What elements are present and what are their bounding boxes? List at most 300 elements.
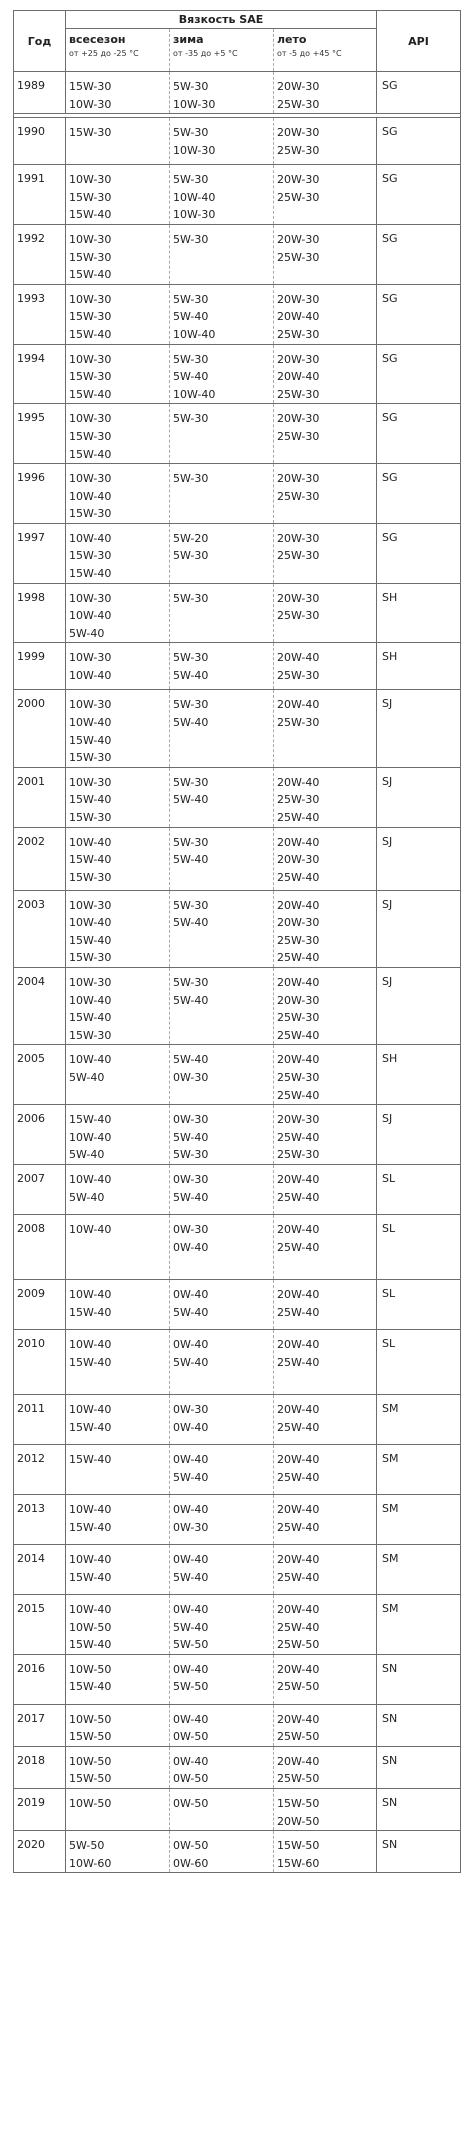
api-cell: SN [377, 1831, 461, 1873]
viscosity-grade: 25W-30 [277, 609, 320, 623]
viscosity-grade: 10W-40 [69, 993, 112, 1007]
viscosity-grade: 0W-40 [173, 1754, 209, 1768]
viscosity-grade: 10W-40 [173, 190, 216, 204]
api-cell: SJ [377, 690, 461, 767]
viscosity-grade: 10W-40 [69, 531, 112, 545]
summer-cell [274, 967, 377, 1044]
viscosity-grade: 10W-30 [69, 591, 112, 605]
viscosity-grade: 10W-40 [69, 835, 112, 849]
winter-cell [170, 690, 274, 767]
summer-cell [274, 1214, 377, 1279]
winter-cell [170, 344, 274, 404]
year-cell: 1991 [14, 165, 66, 225]
viscosity-grade: 20W-30 [277, 472, 320, 486]
viscosity-grade: 20W-40 [277, 835, 320, 849]
viscosity-grade: 20W-40 [277, 1053, 320, 1067]
viscosity-grade: 0W-30 [173, 1070, 209, 1084]
all-season-cell [66, 224, 170, 284]
viscosity-grade: 25W-40 [277, 1570, 320, 1584]
viscosity-grade: 20W-40 [277, 1337, 320, 1351]
viscosity-grade: 15W-30 [69, 951, 112, 965]
viscosity-grade: 25W-50 [277, 1772, 320, 1786]
year-cell: 2013 [14, 1494, 66, 1544]
api-cell: SG [377, 165, 461, 225]
all-season-cell [66, 1164, 170, 1214]
api-cell: SL [377, 1279, 461, 1329]
viscosity-grade: 5W-40 [173, 1355, 209, 1369]
winter-cell [170, 1214, 274, 1279]
viscosity-grade: 15W-30 [69, 507, 112, 521]
year-cell: 1992 [14, 224, 66, 284]
all-season-cell [66, 1444, 170, 1494]
all-season-header [66, 29, 170, 72]
summer-cell [274, 224, 377, 284]
summer-range: от -5 до +45 °C [277, 49, 342, 58]
viscosity-grade: 25W-40 [277, 1088, 320, 1102]
summer-cell [274, 1329, 377, 1394]
table-row [14, 284, 461, 344]
viscosity-grade: 25W-40 [277, 1520, 320, 1534]
viscosity-grade: 5W-50 [173, 1638, 209, 1652]
viscosity-grade: 15W-30 [69, 429, 112, 443]
viscosity-grade: 10W-40 [69, 916, 112, 930]
viscosity-grade: 10W-30 [69, 975, 112, 989]
viscosity-grade: 0W-40 [173, 1712, 209, 1726]
year-column-header: Год [14, 11, 66, 72]
viscosity-grade: 0W-40 [173, 1502, 209, 1516]
viscosity-grade: 25W-40 [277, 1028, 320, 1042]
viscosity-grade: 5W-30 [173, 1148, 209, 1162]
viscosity-grade: 5W-30 [173, 80, 209, 93]
viscosity-grade: 20W-40 [277, 370, 320, 384]
viscosity-grade: 5W-40 [173, 1620, 209, 1634]
viscosity-grade: 15W-40 [69, 853, 112, 867]
viscosity-grade: 10W-30 [173, 208, 216, 222]
viscosity-grade: 15W-50 [277, 1797, 320, 1811]
year-cell: 2014 [14, 1544, 66, 1594]
viscosity-grade: 20W-40 [277, 1552, 320, 1566]
viscosity-grade: 15W-60 [277, 1856, 320, 1870]
viscosity-grade: 0W-40 [173, 1287, 209, 1301]
viscosity-grade: 5W-30 [173, 698, 209, 712]
api-cell: SG [377, 344, 461, 404]
api-cell: SL [377, 1329, 461, 1394]
viscosity-grade: 25W-30 [277, 489, 320, 503]
viscosity-grade: 5W-30 [173, 651, 209, 665]
viscosity-grade: 10W-40 [69, 1222, 112, 1236]
api-cell: SG [377, 404, 461, 464]
all-season-cell [66, 1594, 170, 1654]
all-season-cell [66, 284, 170, 344]
all-season-cell [66, 464, 170, 524]
viscosity-grade: 20W-40 [277, 1662, 320, 1676]
table-row [14, 464, 461, 524]
summer-cell [274, 1494, 377, 1544]
winter-cell [170, 404, 274, 464]
viscosity-grade: 20W-30 [277, 916, 320, 930]
all-season-cell [66, 118, 170, 165]
viscosity-grade: 15W-30 [69, 126, 112, 140]
viscosity-grade: 20W-30 [277, 80, 320, 93]
api-cell: SL [377, 1214, 461, 1279]
viscosity-grade: 5W-30 [173, 173, 209, 187]
viscosity-grade: 10W-50 [69, 1712, 112, 1726]
viscosity-grade: 20W-40 [277, 651, 320, 665]
winter-cell [170, 967, 274, 1044]
table-row [14, 523, 461, 583]
viscosity-grade: 0W-40 [173, 1552, 209, 1566]
year-cell: 2015 [14, 1594, 66, 1654]
winter-cell [170, 464, 274, 524]
winter-cell [170, 1594, 274, 1654]
viscosity-grade: 10W-50 [69, 1620, 112, 1634]
viscosity-grade: 20W-40 [277, 1754, 320, 1768]
viscosity-grade: 15W-40 [69, 447, 112, 461]
summer-cell [274, 1105, 377, 1165]
summer-cell [274, 1394, 377, 1444]
table-row [14, 643, 461, 690]
table-row [14, 890, 461, 967]
viscosity-grade: 5W-40 [173, 1305, 209, 1319]
viscosity-grade: 10W-50 [69, 1662, 112, 1676]
summer-cell [274, 1831, 377, 1873]
viscosity-grade: 5W-30 [173, 775, 209, 789]
viscosity-grade: 10W-30 [69, 898, 112, 912]
viscosity-grade: 10W-30 [69, 698, 112, 712]
viscosity-grade: 5W-30 [173, 898, 209, 912]
year-cell: 2004 [14, 967, 66, 1044]
viscosity-grade: 25W-30 [277, 97, 320, 111]
api-cell: SJ [377, 890, 461, 967]
viscosity-grade: 10W-30 [69, 651, 112, 665]
api-cell: SJ [377, 967, 461, 1044]
viscosity-grade: 15W-30 [69, 1028, 112, 1042]
winter-cell [170, 1494, 274, 1544]
table-row [14, 767, 461, 827]
summer-cell [274, 464, 377, 524]
viscosity-grade: 10W-40 [69, 1552, 112, 1566]
viscosity-grade: 15W-40 [69, 1113, 112, 1127]
viscosity-grade: 10W-40 [69, 1130, 112, 1144]
table-row [14, 1544, 461, 1594]
all-season-cell [66, 1654, 170, 1704]
year-cell: 2005 [14, 1045, 66, 1105]
all-season-cell [66, 643, 170, 690]
viscosity-grade: 25W-50 [277, 1638, 320, 1652]
viscosity-grade: 10W-40 [69, 609, 112, 623]
viscosity-grade: 5W-40 [173, 310, 209, 324]
viscosity-grade: 10W-40 [69, 1502, 112, 1516]
table-row [14, 1045, 461, 1105]
all-season-cell [66, 523, 170, 583]
viscosity-grade: 5W-20 [173, 531, 209, 545]
viscosity-grade: 20W-40 [277, 898, 320, 912]
viscosity-grade: 10W-50 [69, 1797, 112, 1811]
viscosity-grade: 0W-40 [173, 1452, 209, 1466]
summer-cell [274, 1704, 377, 1746]
table-row [14, 1746, 461, 1788]
year-cell: 2017 [14, 1704, 66, 1746]
viscosity-grade: 25W-30 [277, 549, 320, 563]
summer-cell [274, 1594, 377, 1654]
viscosity-grade: 15W-40 [69, 567, 112, 581]
year-cell: 2011 [14, 1394, 66, 1444]
viscosity-grade: 10W-30 [69, 472, 112, 486]
viscosity-grade: 20W-40 [277, 1222, 320, 1236]
summer-cell [274, 767, 377, 827]
viscosity-grade: 0W-40 [173, 1420, 209, 1434]
viscosity-grade: 25W-40 [277, 1355, 320, 1369]
viscosity-grade: 25W-30 [277, 387, 320, 401]
viscosity-grade: 15W-40 [69, 1355, 112, 1369]
viscosity-grade: 20W-30 [277, 173, 320, 187]
viscosity-grade: 15W-30 [69, 250, 112, 264]
year-cell: 1996 [14, 464, 66, 524]
viscosity-grade: 25W-40 [277, 1240, 320, 1254]
all-season-cell [66, 1544, 170, 1594]
viscosity-grade: 20W-30 [277, 853, 320, 867]
table-row [14, 1164, 461, 1214]
viscosity-grade: 15W-40 [69, 793, 112, 807]
winter-cell [170, 1704, 274, 1746]
viscosity-grade: 10W-50 [69, 1754, 112, 1768]
viscosity-grade: 5W-30 [173, 352, 209, 366]
year-cell: 1993 [14, 284, 66, 344]
year-cell: 1990 [14, 118, 66, 165]
table-row [14, 827, 461, 890]
summer-cell [274, 1544, 377, 1594]
table-row [14, 1214, 461, 1279]
winter-cell [170, 583, 274, 643]
table-row [14, 690, 461, 767]
api-cell: SH [377, 643, 461, 690]
table-row [14, 1394, 461, 1444]
viscosity-table [13, 10, 461, 1873]
viscosity-grade: 5W-40 [173, 669, 209, 683]
viscosity-grade: 25W-50 [277, 1730, 320, 1744]
viscosity-grade: 10W-30 [69, 97, 112, 111]
api-cell: SM [377, 1394, 461, 1444]
viscosity-grade: 5W-40 [173, 793, 209, 807]
viscosity-grade: 20W-30 [277, 126, 320, 140]
api-cell: SL [377, 1164, 461, 1214]
summer-cell [274, 1164, 377, 1214]
winter-header [170, 29, 274, 72]
viscosity-grade: 10W-40 [69, 669, 112, 683]
viscosity-grade: 20W-30 [277, 412, 320, 426]
viscosity-grade: 0W-50 [173, 1772, 209, 1786]
viscosity-grade: 5W-30 [173, 292, 209, 306]
all-season-cell [66, 767, 170, 827]
viscosity-grade: 15W-40 [69, 1305, 112, 1319]
summer-cell [274, 165, 377, 225]
viscosity-grade: 25W-40 [277, 870, 320, 884]
viscosity-grade: 5W-40 [173, 716, 209, 730]
viscosity-grade: 10W-60 [69, 1856, 112, 1870]
viscosity-grade: 10W-40 [69, 1287, 112, 1301]
viscosity-grade: 25W-30 [277, 1148, 320, 1162]
viscosity-grade: 20W-30 [277, 352, 320, 366]
viscosity-grade: 10W-40 [69, 1402, 112, 1416]
viscosity-grade: 25W-30 [277, 250, 320, 264]
viscosity-grade: 15W-30 [69, 811, 112, 824]
viscosity-grade: 15W-30 [69, 751, 112, 765]
summer-cell [274, 118, 377, 165]
api-cell: SM [377, 1444, 461, 1494]
viscosity-grade: 15W-40 [69, 1638, 112, 1652]
summer-cell [274, 1444, 377, 1494]
api-cell: SG [377, 118, 461, 165]
viscosity-grade: 25W-30 [277, 1070, 320, 1084]
viscosity-grade: 10W-40 [69, 1602, 112, 1616]
table-row [14, 1494, 461, 1544]
table-row [14, 1444, 461, 1494]
viscosity-grade: 15W-50 [277, 1839, 320, 1853]
viscosity-grade: 20W-30 [277, 232, 320, 246]
all-season-cell [66, 1394, 170, 1444]
viscosity-grade: 20W-30 [277, 531, 320, 545]
viscosity-grade: 20W-40 [277, 1452, 320, 1466]
viscosity-grade: 25W-30 [277, 143, 320, 157]
viscosity-grade: 5W-30 [173, 549, 209, 563]
viscosity-grade: 5W-30 [173, 591, 209, 605]
year-cell: 2019 [14, 1789, 66, 1831]
viscosity-grade: 10W-40 [173, 327, 216, 341]
viscosity-grade: 10W-30 [69, 173, 112, 187]
api-cell: SG [377, 464, 461, 524]
viscosity-grade: 5W-30 [173, 472, 209, 486]
summer-cell [274, 284, 377, 344]
year-cell: 1999 [14, 643, 66, 690]
table-row [14, 165, 461, 225]
viscosity-grade: 10W-40 [69, 716, 112, 730]
api-cell: SH [377, 583, 461, 643]
summer-header [274, 29, 377, 72]
viscosity-grade: 5W-50 [69, 1839, 105, 1853]
winter-cell [170, 1045, 274, 1105]
api-cell: SG [377, 284, 461, 344]
viscosity-grade: 5W-40 [173, 993, 209, 1007]
viscosity-grade: 25W-30 [277, 1011, 320, 1025]
all-season-cell [66, 165, 170, 225]
viscosity-grade: 5W-30 [173, 835, 209, 849]
viscosity-grade: 10W-40 [69, 489, 112, 503]
viscosity-grade: 5W-40 [173, 853, 209, 867]
viscosity-grade: 15W-40 [69, 733, 112, 747]
viscosity-grade: 20W-40 [277, 1712, 320, 1726]
viscosity-grade: 15W-40 [69, 327, 112, 341]
table-row [14, 344, 461, 404]
viscosity-grade: 20W-30 [277, 292, 320, 306]
winter-cell [170, 72, 274, 114]
viscosity-grade: 0W-40 [173, 1602, 209, 1616]
viscosity-grade: 15W-30 [69, 370, 112, 384]
winter-title: зима [173, 33, 204, 46]
viscosity-grade: 20W-40 [277, 310, 320, 324]
viscosity-grade: 10W-30 [69, 352, 112, 366]
winter-cell [170, 1654, 274, 1704]
year-cell: 2009 [14, 1279, 66, 1329]
api-cell: SH [377, 1045, 461, 1105]
viscosity-grade: 15W-50 [69, 1730, 112, 1744]
viscosity-grade: 5W-40 [173, 370, 209, 384]
table-row [14, 1831, 461, 1873]
winter-cell [170, 1746, 274, 1788]
table-row [14, 118, 461, 165]
viscosity-table-page [13, 10, 460, 1873]
viscosity-grade: 25W-30 [277, 933, 320, 947]
winter-cell [170, 1544, 274, 1594]
viscosity-grade: 20W-50 [277, 1814, 320, 1828]
year-cell: 2001 [14, 767, 66, 827]
summer-cell [274, 827, 377, 890]
viscosity-grade: 25W-40 [277, 1130, 320, 1144]
table-row [14, 1594, 461, 1654]
all-season-cell [66, 1329, 170, 1394]
viscosity-grade: 10W-40 [69, 1172, 112, 1186]
all-season-cell [66, 1704, 170, 1746]
winter-cell [170, 1279, 274, 1329]
viscosity-grade: 15W-40 [69, 1420, 112, 1434]
summer-cell [274, 1746, 377, 1788]
year-cell: 2016 [14, 1654, 66, 1704]
viscosity-grade: 20W-40 [277, 698, 320, 712]
viscosity-grade: 25W-40 [277, 951, 320, 965]
viscosity-grade: 25W-40 [277, 1420, 320, 1434]
summer-title: лето [277, 33, 307, 46]
viscosity-grade: 0W-40 [173, 1662, 209, 1676]
viscosity-grade: 5W-30 [173, 412, 209, 426]
table-row [14, 1329, 461, 1394]
year-cell: 1989 [14, 72, 66, 114]
year-cell: 2003 [14, 890, 66, 967]
all-season-range: от +25 до -25 °C [69, 49, 139, 58]
summer-cell [274, 1789, 377, 1831]
year-cell: 2012 [14, 1444, 66, 1494]
summer-cell [274, 523, 377, 583]
summer-cell [274, 643, 377, 690]
viscosity-grade: 15W-50 [69, 1772, 112, 1786]
viscosity-grade: 5W-40 [69, 1148, 105, 1162]
year-cell: 2002 [14, 827, 66, 890]
table-body [14, 72, 461, 1873]
winter-cell [170, 1329, 274, 1394]
viscosity-grade: 25W-40 [277, 1470, 320, 1484]
api-cell: SN [377, 1789, 461, 1831]
viscosity-grade: 0W-30 [173, 1113, 209, 1127]
api-cell: SG [377, 224, 461, 284]
viscosity-grade: 20W-30 [277, 993, 320, 1007]
viscosity-grade: 0W-60 [173, 1856, 209, 1870]
winter-cell [170, 1444, 274, 1494]
summer-cell [274, 1279, 377, 1329]
summer-cell [274, 690, 377, 767]
winter-cell [170, 767, 274, 827]
viscosity-grade: 5W-40 [69, 1070, 105, 1084]
viscosity-grade: 15W-40 [69, 208, 112, 222]
viscosity-grade: 0W-40 [173, 1240, 209, 1254]
viscosity-grade: 5W-40 [69, 1190, 105, 1204]
table-row [14, 1279, 461, 1329]
all-season-cell [66, 1214, 170, 1279]
table-row [14, 72, 461, 114]
viscosity-grade: 10W-30 [69, 412, 112, 426]
viscosity-grade: 10W-40 [69, 1337, 112, 1351]
table-row [14, 1789, 461, 1831]
winter-range: от -35 до +5 °C [173, 49, 238, 58]
viscosity-grade: 15W-40 [69, 1452, 112, 1466]
viscosity-grade: 5W-40 [69, 626, 105, 640]
